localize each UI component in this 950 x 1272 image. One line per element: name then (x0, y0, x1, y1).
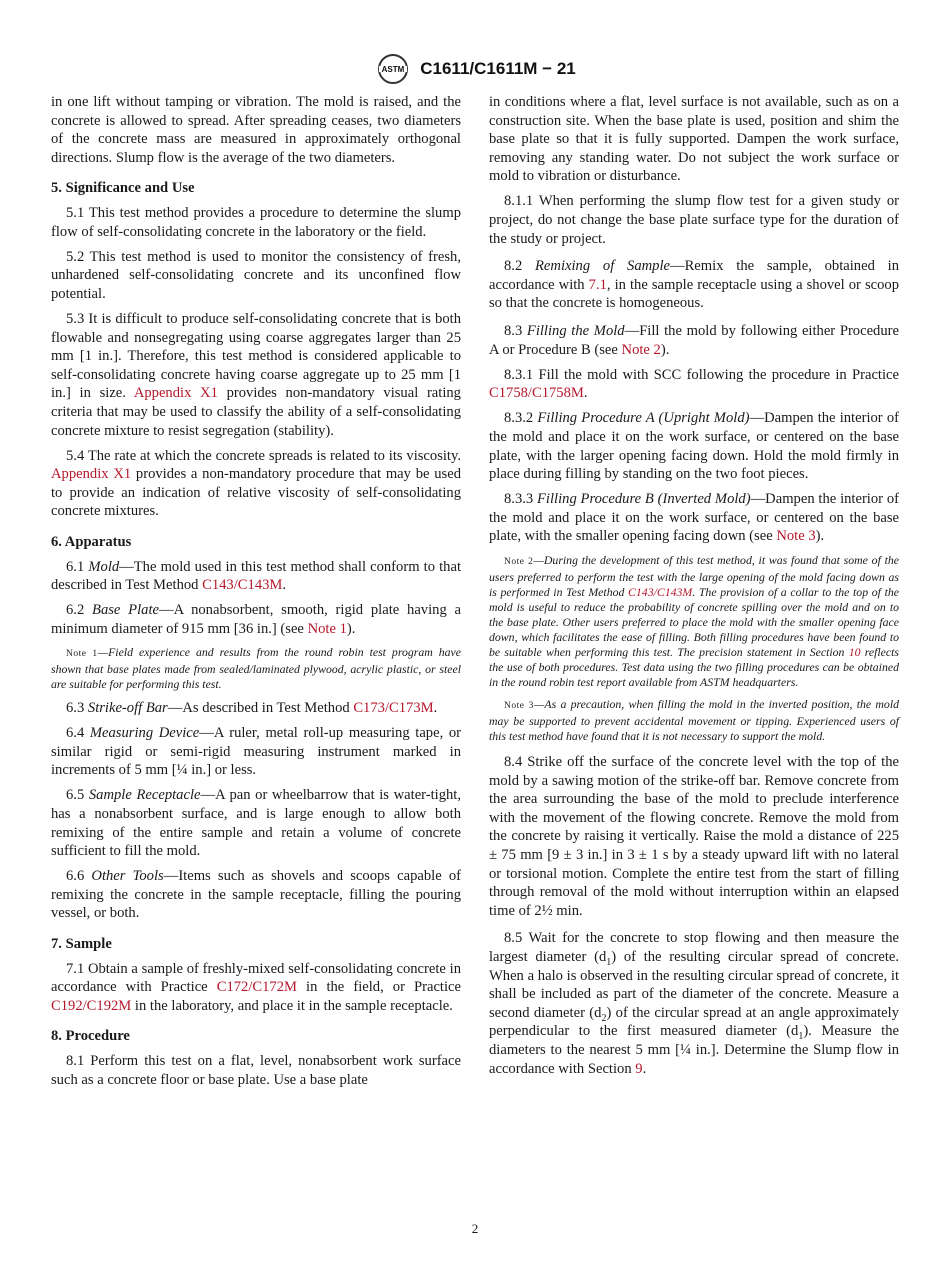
note-1: Note 1—Field experience and results from the round robin test program have shown that base plates made from sealed/laminated plywood, acrylic plastic, or steel are suitable for performing this test. (51, 645, 461, 692)
paragraph-6-3: 6.3 Strike-off Bar—As described in Test Method C173/C173M. (66, 699, 438, 716)
paragraph-8-2: 8.2 Remixing of Sample—Remix the sample, obtained in accordance with 7.1, in the sample receptacle using a shovel or scoop so that the concrete is homogeneous. (489, 258, 900, 312)
appendix-x1-link[interactable]: Appendix X1 (51, 466, 132, 483)
paragraph-6-4: 6.4 Measuring Device—A ruler, metal roll-up measuring tape, or similar rigid or semi-rigid measuring instrument marked in increments of 5 mm [¼ in.] or less. (51, 725, 462, 779)
section-10-link[interactable]: 10 (848, 645, 861, 660)
paragraph-5-4: 5.4 The rate at which the concrete spreads is related to its viscosity. Appendix X1 provides a non-mandatory procedure that may be used to provide an indication of relative viscosity of self-consolidating concrete mixtures. (51, 447, 461, 520)
paragraph-5-3: 5.3 It is difficult to produce self-consolidating concrete that is both flowable and nonsegregating using coarse aggregates larger than 25 mm [1 in.]. Therefore, this test method is considered applicable to self-consolidating concrete having coarse aggregate up to 25 mm [1 in.] in size. Appendix X1 provides non-mandatory visual rating criteria that may be used to classify the ability of a self-consolidating concrete mixture to resist segregation (stability). (51, 310, 461, 439)
paragraph-8-3: 8.3 Filling the Mold—Fill the mold by following either Procedure A or Procedure B (see Note 2). (489, 323, 899, 358)
section-8-heading: 8. Procedure (51, 1028, 130, 1045)
appendix-x1-link[interactable]: Appendix X1 (133, 385, 218, 402)
note-2-link[interactable]: Note 2 (621, 341, 661, 358)
c172-link[interactable]: C172/C172M (216, 979, 297, 996)
note-1-link[interactable]: Note 1 (307, 620, 347, 637)
c143-link[interactable]: C143/C143M (202, 577, 283, 594)
section-5-heading: 5. Significance and Use (51, 180, 195, 197)
note-3: Note 3—As a precaution, when filling the mold in the inverted position, the mold may be supported to prevent accidental movement or tipping. Experienced users of this test method have found that it is not necessary to support the mold. (489, 697, 900, 744)
paragraph-6-1: 6.1 Mold—The mold used in this test method shall conform to that described in Test Method C143/C143M. (51, 558, 462, 594)
section-9-link[interactable]: 9 (635, 1060, 643, 1077)
paragraph-8-4: 8.4 Strike off the surface of the concrete level with the top of the mold by a sawing motion of the strike-off bar. Remove concrete from the area surrounding the base of the mold to preclude interference with the movement of the flowing concrete. Remove the mold from the concrete by raising it vertically. Raise the mold a distance of 225 ± 75 mm [9 ± 3 in.] in 3 ± 1 s by a steady upward lift with no lateral or torsional motion. Complete the entire test from the start of filling through removal of the mold without interruption within an elapsed time of 2½ min. (489, 754, 899, 919)
paragraph-8-1-1: 8.1.1 When performing the slump flow test for a given study or project, do not change the base plate surface type for the duration of the study or project. (489, 193, 899, 247)
note-2: Note 2—During the development of this test method, it was found that some of the users preferred to perform the test with the large opening of the mold facing down as is performed in Test Method C143/C143M. The provision of a collar to the top of the mold is useful to reduce the probability of concrete spilling over the mold and on to the base plate. Other users preferred to place the mold with the smaller opening face down, which facilitates the ease of filling. Both filling procedures have been found to be suitable when performing this test. The precision statement in Section 10 reflects the use of both procedures. Test data using the two filling procedures can be obtained in the round robin test report available from ASTM headquarters. (489, 553, 900, 690)
section-7-1-link[interactable]: 7.1 (588, 276, 607, 293)
c1758-link[interactable]: C1758/C1758M (489, 385, 584, 402)
paragraph-8-3-3: 8.3.3 Filling Procedure B (Inverted Mold)—Dampen the interior of the mold and place it on the work surface, or centered on the base plate, with the smaller opening facing down (see Note 3). (489, 491, 899, 545)
right-column (489, 93, 899, 1078)
left-column (51, 93, 461, 1089)
c173-link[interactable]: C173/C173M (353, 699, 434, 716)
page-header (0, 52, 950, 86)
page-number: 2 (471, 1221, 479, 1236)
astm-logo-icon (374, 52, 412, 86)
c192-link[interactable]: C192/C192M (51, 997, 132, 1014)
c143-link[interactable]: C143/C143M (628, 585, 693, 600)
paragraph-5-1: 5.1 This test method provides a procedure to determine the slump flow of self-consolidating concrete in the laboratory or the field. (51, 204, 461, 240)
paragraph-6-2: 6.2 Base Plate—A nonabsorbent, smooth, rigid plate having a minimum diameter of 915 mm [36 in.] (see Note 1). (51, 602, 461, 637)
paragraph-5-2: 5.2 This test method is used to monitor the consistency of fresh, unhardened self-consolidating concrete and its unconfined flow potential. (51, 248, 461, 302)
paragraph-4-continued: in one lift without tamping or vibration. The mold is raised, and the concrete is allowed to spread. After spreading ceases, two diameters of the concrete mass are measured in approximately orthogonal directions. Slump flow is the average of the two diameters. (51, 94, 461, 166)
paragraph-6-5: 6.5 Sample Receptacle—A pan or wheelbarrow that is water-tight, has a nonabsorbent surface, and is large enough to allow both remixing of the entire sample and retain a volume of concrete sufficient to fill the mold. (51, 787, 461, 860)
paragraph-8-5: 8.5 Wait for the concrete to stop flowing and then measure the largest diameter $(d_1)$ of the resulting circular spread of concrete. When a halo is observed in the resulting circular spread of concrete, it shall be included as part of the diameter of the concrete. Measure a second diameter $(d_2)$ of the circular spread at an angle approximately perpendicular to the first measured diameter $(d_1)$. Measure the diameters to the nearest 5 mm [¼ in.]. Determine the Slump flow in accordance with Section 9. (489, 930, 900, 1077)
paragraph-8-3-2: 8.3.2 Filling Procedure A (Upright Mold)—Dampen the interior of the mold and place it on the work surface, or centered on the base plate, with the larger opening facing down. Hold the mold firmly in place during filling by standing on the two foot pieces. (489, 410, 900, 483)
section-6-heading: 6. Apparatus (51, 533, 132, 550)
paragraph-8-1: 8.1 Perform this test on a flat, level, nonabsorbent work surface such as a concrete floor or base plate. Use a base plate (51, 1052, 461, 1088)
svg-text:ASTM: ASTM (381, 65, 405, 74)
section-7-heading: 7. Sample (51, 935, 112, 952)
paragraph-7-1: 7.1 Obtain a sample of freshly-mixed self-consolidating concrete in accordance with Practice C172/C172M in the field, or Practice C192/C192M in the laboratory, and place it in the sample receptacle. (51, 960, 461, 1014)
paragraph-6-6: 6.6 Other Tools—Items such as shovels and scoops capable of remixing the concrete in the sample receptacle, filling the pouring vessel, or both. (51, 868, 461, 922)
note-3-link[interactable]: Note 3 (776, 528, 816, 545)
paragraph-8-3-1: 8.3.1 Fill the mold with SCC following the procedure in Practice C1758/C1758M. (489, 366, 899, 402)
standard-designation: C1611/C1611M − 21 (420, 59, 576, 78)
paragraph-8-1-continued: in conditions where a flat, level surface is not available, such as on a construction site. When the base plate is used, position and shim the base plate so that it is fully supported. Dampen the work surface, removing any standing water. Do not subject the work surface or mold to vibration or disturbance. (489, 94, 899, 185)
